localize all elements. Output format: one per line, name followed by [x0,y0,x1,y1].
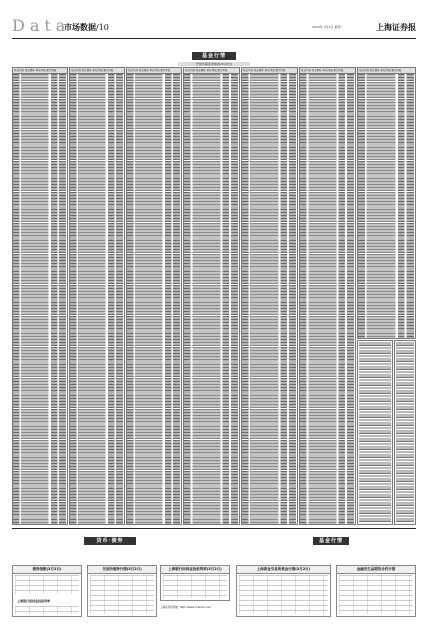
panel-title: 债券指数(3月2日) [13,566,81,574]
panel-title: 上海银行间同业拆放利率(3月2日) [161,566,229,574]
gold-panel [236,565,331,617]
paper-name: 上海证券报 [376,22,416,32]
table-rows [13,74,67,524]
fund-table-column-5 [241,67,298,525]
column-header: 基金代码 基金简称 单位净值 累计净值 [13,68,67,74]
column-header: 基金代码 基金简称 单位净值 累计净值 [300,68,355,74]
section-name: 市场数据 [64,22,96,32]
panel-title: 上海黄金交易所黄金行情(3月2日) [237,566,330,574]
website-line: 上海证券报网址: http://www.cnstock.com [160,606,212,609]
table-rows [300,74,355,524]
panel-subtitle: 上海银行间同业拆放利率 [17,599,51,603]
page-header [12,16,416,36]
table-rows [242,74,297,524]
fund-table-column-2 [69,67,125,525]
fund-table-column-1 [12,67,68,525]
date-line: 2014年 3月3日 星期一 [312,25,344,29]
block-rows [359,342,391,523]
panel-grid-2 [15,606,79,614]
column-header: 基金代码 基金简称 单位净值 累计净值 [70,68,124,74]
bond-index-panel [12,565,82,617]
fund-table-column-6 [299,67,356,525]
fund-block-right [394,340,416,525]
fund-table-column-3 [126,67,182,525]
section-rule [12,528,416,529]
bond-banner: 货币·债券 [84,537,136,545]
block-rows [396,342,414,523]
fund-banner-bottom: 基金行情 [313,537,349,545]
main-banner: 基金行情 [192,52,236,60]
table-rows [358,74,415,338]
fund-table-column-7 [357,67,416,339]
brand-logo: Data [12,16,71,35]
main-subhead: 开放式基金净值表(3月2日) [178,62,250,66]
panel-grid [90,575,154,614]
fund-table-column-4 [183,67,240,525]
panel-title: 金融衍生品期货合约行情 [337,566,415,574]
panel-grid [239,575,328,614]
column-header: 基金代码 基金简称 单位净值 累计净值 [242,68,297,74]
panel-grid [163,575,227,598]
table-rows [127,74,181,524]
futures-panel [336,565,416,617]
column-header: 基金代码 基金简称 单位净值 累计净值 [358,68,415,74]
fund-block-left [357,340,393,525]
section-title [64,22,109,33]
table-rows [184,74,239,524]
exchange-bond-panel [87,565,157,617]
column-header: 基金代码 基金简称 单位净值 累计净值 [127,68,181,74]
header-rule [12,38,416,39]
panel-grid [15,575,79,594]
panel-grid [339,575,413,614]
panel-title: 交易所债券行情(3月2日) [88,566,156,574]
shibor-panel [160,565,230,601]
page-number: /10 [96,23,109,32]
column-header: 基金代码 基金简称 单位净值 累计净值 [184,68,239,74]
table-rows [70,74,124,524]
